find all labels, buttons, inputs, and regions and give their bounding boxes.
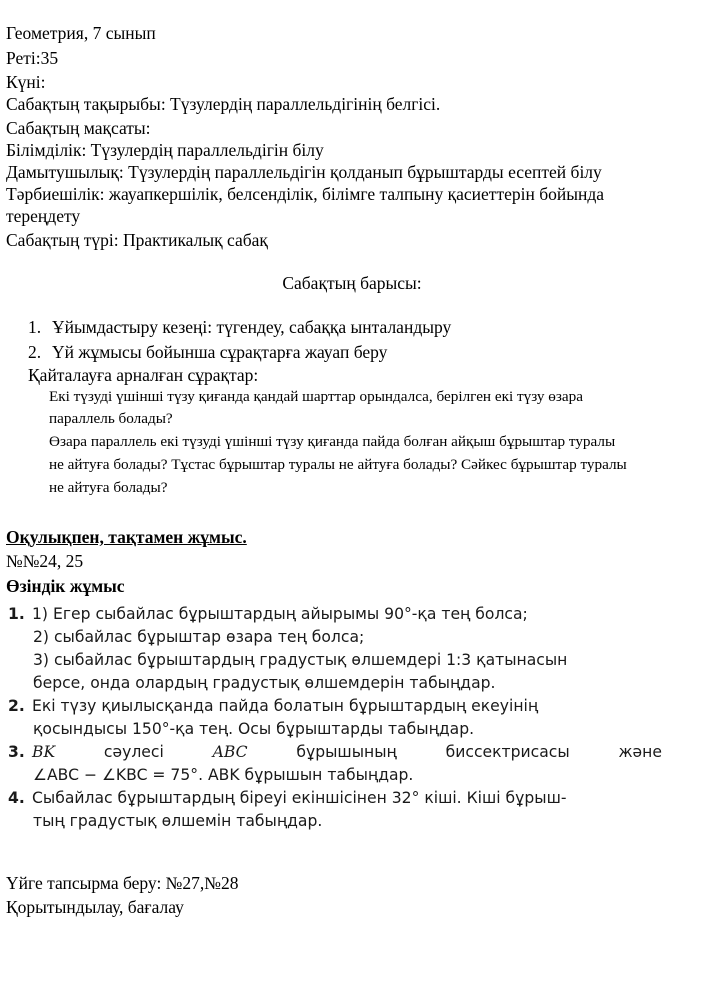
list-text: Ұйымдастыру кезеңі: түгендеу, сабаққа ынталандыру: [52, 317, 452, 337]
lesson-type: Сабақтың түрі: Практикалық сабақ: [6, 230, 268, 250]
independent-title: Өзіндік жұмыс: [6, 576, 125, 596]
textbook-title: Оқулықпен, тақтамен жұмыс.: [6, 527, 247, 547]
goal-upbringing-cont: тереңдету: [6, 206, 81, 226]
exercise-1-line-3: 3) сыбайлас бұрыштардың градустық өлшемдері 1:3 қатынасын: [33, 651, 568, 669]
list-item: [28, 341, 387, 363]
goal-upbringing: Тәрбиешілік: жауапкершілік, белсенділік, білімге талпыну қасиеттерін бойында: [6, 184, 605, 204]
review-question-line: Екі түзуді үшінші түзу қиғанда қандай шарттар орындалса, берілген екі түзу өзара: [49, 388, 583, 405]
review-question-line: Өзара параллель екі түзуді үшінші түзу қиғанда пайда болған айқыш бұрыштар туралы: [49, 433, 616, 450]
exercise-4: [8, 787, 567, 810]
exercise-1-line-2: 2) сыбайлас бұрыштар өзара тең болса;: [33, 628, 365, 646]
lesson-topic: Сабақтың тақырыбы: Түзулердің параллельдігінің белгісі.: [6, 94, 441, 114]
exercise-number: 3.: [8, 743, 25, 761]
word: биссектрисасы: [445, 743, 570, 761]
exercise-4-line-2: тың градустық өлшемін табыңдар.: [33, 812, 323, 830]
list-number: 2.: [28, 342, 42, 362]
exercise-text: [32, 741, 662, 764]
exercise-number: 2.: [8, 697, 25, 715]
exercise-1: [8, 603, 528, 626]
review-question-line: не айтуға болады?: [49, 479, 168, 496]
list-item: [28, 316, 451, 338]
subject-line: Геометрия, 7 сынып: [6, 23, 156, 43]
lesson-number: Реті:35: [6, 48, 59, 68]
review-question-line: параллель болады?: [49, 410, 173, 427]
lesson-date: Күні:: [6, 72, 46, 92]
list-number: 1.: [28, 317, 42, 337]
progress-title: Сабақтың барысы:: [282, 273, 422, 293]
review-title: Қайталауға арналған сұрақтар:: [28, 365, 259, 385]
exercise-2-line-2: қосындысы 150°-қа тең. Осы бұрыштарды табыңдар.: [33, 720, 475, 738]
list-text: Үй жұмысы бойынша сұрақтарға жауап беру: [52, 342, 388, 362]
summary-line: Қорытындылау, бағалау: [6, 897, 184, 917]
word: және: [618, 743, 662, 761]
ray-label: BK: [32, 743, 56, 761]
exercise-text: 1) Егер сыбайлас бұрыштардың айырымы 90°-қа тең болса;: [32, 605, 528, 623]
exercise-text: Сыбайлас бұрыштардың біреуі екіншісінен 32° кіші. Кіші бұрыш-: [32, 789, 567, 807]
exercise-3: [8, 741, 662, 764]
word: бұрышының: [296, 743, 397, 761]
goal-educational: Білімділік: Түзулердің параллельдігін білу: [6, 140, 324, 160]
angle-label: ABC: [212, 743, 248, 761]
homework-line: Үйге тапсырма беру: №27,№28: [6, 873, 239, 893]
exercise-1-line-4: берсе, онда олардың градустық өлшемдерін табыңдар.: [33, 674, 496, 692]
review-question-line: не айтуға болады? Тұстас бұрыштар туралы не айтуға болады? Сәйкес бұрыштар туралы: [49, 456, 627, 473]
goals-title: Сабақтың мақсаты:: [6, 118, 151, 138]
exercise-3-line-2: ∠ABC − ∠KBC = 75°. ABK бұрышын табыңдар.: [33, 766, 414, 784]
exercise-text: Екі түзу қиылысқанда пайда болатын бұрыштардың екеуінің: [32, 697, 539, 715]
goal-developmental: Дамытушылық: Түзулердің параллельдігін қолданып бұрыштарды есептей білу: [6, 162, 602, 182]
textbook-numbers: №№24, 25: [6, 551, 84, 571]
exercise-number: 4.: [8, 789, 25, 807]
exercise-2: [8, 695, 538, 718]
word: сәулесі: [103, 743, 164, 761]
exercise-number: 1.: [8, 605, 25, 623]
